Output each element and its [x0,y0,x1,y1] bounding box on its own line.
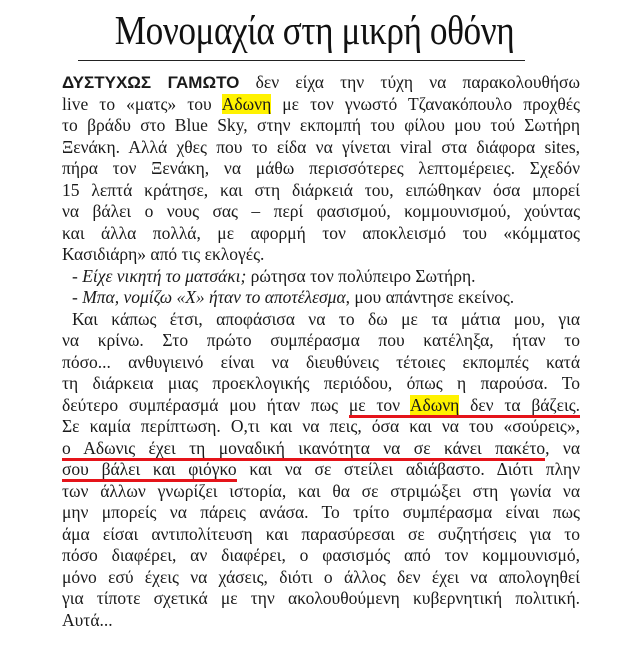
text-segment: ρώτησα τον πολύπειρο Σωτήρη. [246,265,476,286]
text-segment: δεύτερο συμπέρασμά μου ήταν πως [62,394,349,415]
text-line [62,567,580,589]
text-line [62,180,580,202]
quote-text: - Μπα, νομίζω «Χ» ήταν το αποτέλεσμα [72,287,346,307]
text-segment: να κρίνω. Στο πρώτο συμπέρασμα που κατέληξα, ήταν το [62,330,580,350]
text-segment: Και κάπως έτσι, αποφάσισα να το δω με τα μάτια μου, για [72,308,580,329]
quote-text: - Είχε νικητή το ματσάκι; [72,265,247,286]
text-segment: Αυτά... [62,609,113,630]
text-segment: Ξενάκη. Αλλά χθες που το είδα να γίνεται viral στα διάφορα sites, [62,136,580,157]
text-segment: 15 λεπτά κράτησε, και στη διάρκειά του, ειπώθηκαν όσα μπορεί [62,179,580,200]
text-line [62,244,580,266]
text-line [62,94,580,116]
text-segment: των άλλων γνωρίζει ιστορία, και θα σε στριμώξει στη γωνία να [62,480,580,501]
text-line [62,287,580,309]
highlighted-text: Αδωνη [221,93,272,114]
text-line [62,201,580,223]
text-segment: , να [545,437,580,458]
text-line [62,610,580,632]
text-line [62,395,580,417]
text-line [62,438,580,460]
text-line [62,545,580,567]
text-segment: για τίποτε σχετικά με την ακολουθούμενη κυβερνητική πολιτική. [62,588,580,608]
underlined-text: σου βάλει και φιόγκο [62,459,237,482]
text-line [62,137,580,159]
text-segment: μόνο εσύ έχεις να χάσεις, διότι ο άλλος δεν έχει να απολογηθεί [62,566,580,587]
text-line [62,309,580,331]
text-segment: δεν είχα την τύχη να παρακολουθήσω [239,72,580,92]
lead-in-text: ΔΥΣΤΥΧΩΣ ΓΑΜΩΤΟ [62,73,240,92]
text-line [62,502,580,524]
text-line [62,588,580,610]
text-line [62,223,580,245]
text-segment: άμα είσαι αντιπολίτευση και παρασύρεσαι σε συζητήσεις για το [62,523,580,544]
underlined-text: ο Αδωνις έχει τη μοναδική ικανότητα να σε κάνει πακέτο [62,438,545,461]
text-line [62,352,580,374]
text-line [62,158,580,180]
text-segment: πόσο... ανθυγιεινό είναι να διευθύνεις τέτοιες εκπομπές κατά [62,351,580,372]
text-segment: πήρα τον Ξενάκη, να μάθω περισσότερες λεπτομέρειες. Σχεδόν [62,158,580,178]
text-line [62,72,580,94]
text-segment: μην μπορείς να πάρεις ανάσα. Το τρίτο συμπέρασμα είναι πως [62,502,580,522]
text-line [62,481,580,503]
underlined-text: δεν τα βάζεις. [459,395,580,418]
text-segment: τη διάρκεια μιας προεκλογικής περιόδου, όπως η παρούσα. Το [62,373,580,393]
highlighted-text: Αδωνη [410,395,459,418]
article-title: Μονομαχία στη μικρή οθόνη [114,7,515,53]
text-segment: πόσο διαφέρει, αν διαφέρει, ο φασισμός από τον κομμουνισμό, [62,545,580,565]
text-line [62,524,580,546]
text-segment: με τον γνωστό Τζανακόπουλο προχθές [271,93,580,114]
text-segment: live το «ματς» του [62,93,222,114]
text-line [62,266,580,288]
text-line [62,416,580,438]
text-line [62,115,580,137]
text-segment: Κασιδιάρη» από τις εκλογές. [62,244,265,264]
text-segment: να βάλει ο νους σας – περί φασισμού, κομμουνισμού, χούντας [62,201,580,221]
text-segment: και άλλα πολλά, με αφορμή τον αποκλεισμό του «κόμματος [62,222,580,243]
text-line [62,330,580,352]
text-segment: Σε καμία περίπτωση. Ο,τι και να πεις, όσα και να του «σούρεις», [62,416,580,436]
text-segment: και να σε στείλει αδιάβαστο. Διότι πλην [236,459,580,479]
text-line [62,459,580,481]
article-body [62,72,580,631]
text-segment: το βράδυ στο Blue Sky, στην εκπομπή του φίλου μου τού Σωτήρη [62,115,580,135]
underlined-text: με τον [349,395,410,418]
text-line [62,373,580,395]
text-segment: , μου απάντησε εκείνος. [345,287,515,307]
title-rule [78,60,525,61]
